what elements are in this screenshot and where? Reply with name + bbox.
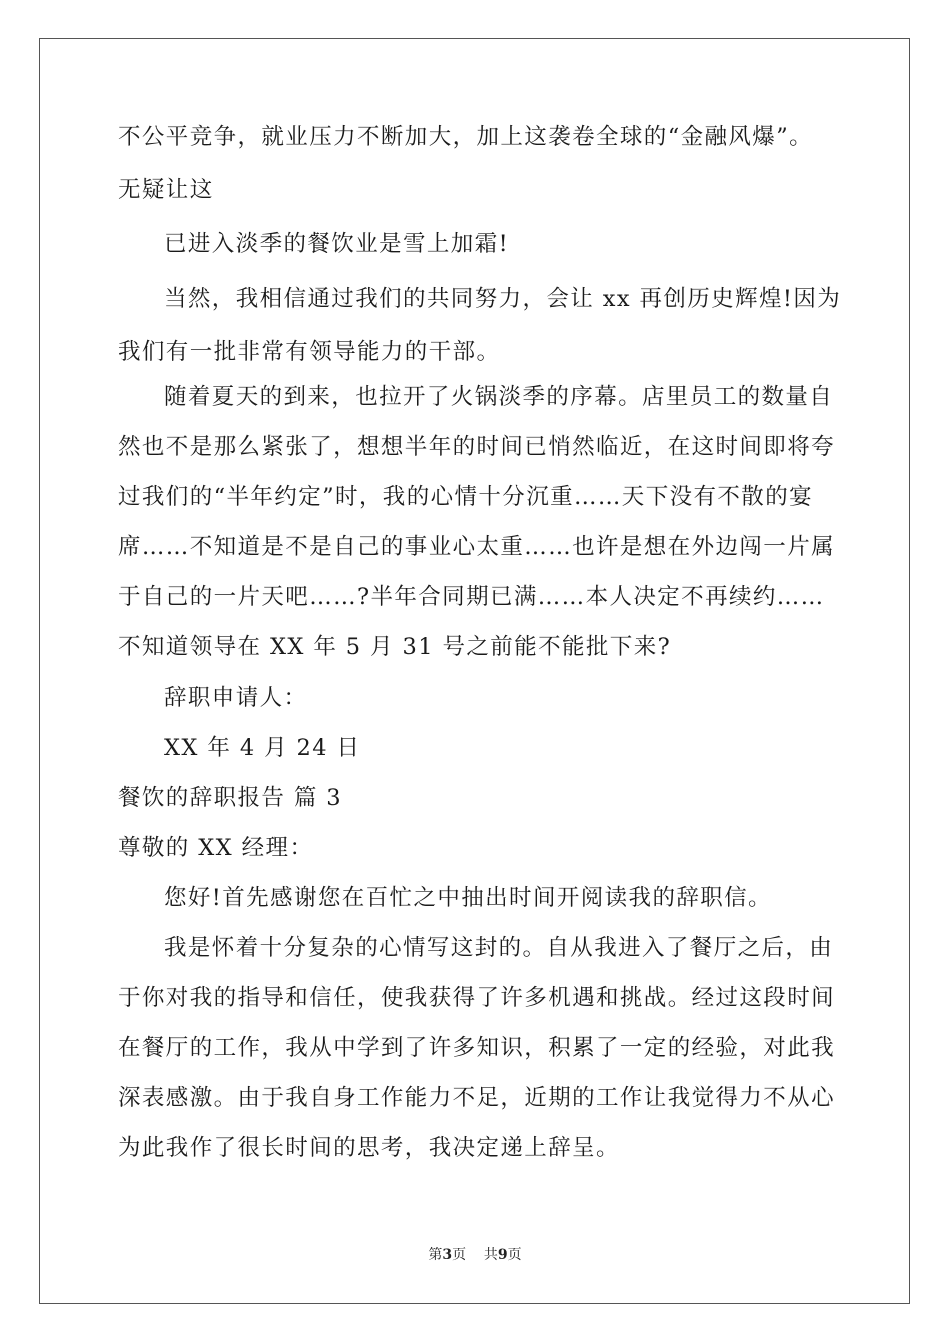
total-suffix: 页 — [507, 1247, 522, 1263]
text-line: 辞职申请人： — [164, 685, 308, 711]
text-line: 不公平竞争，就业压力不断加大，加上这袭卷全球的“金融风爆”。 — [118, 124, 814, 150]
text-line: 不知道领导在 XX 年 5 月 31 号之前能不能批下来? — [118, 634, 672, 660]
page-total: 9 — [497, 1247, 508, 1263]
salutation: 尊敬的 XX 经理： — [118, 835, 314, 861]
text-line: XX 年 4 月 24 日 — [164, 735, 361, 761]
page-prefix: 第 — [428, 1247, 443, 1263]
text-line: 为此我作了很长时间的思考，我决定递上辞呈。 — [118, 1135, 620, 1161]
text-line: 随着夏天的到来，也拉开了火锅淡季的序幕。店里员工的数量自 — [164, 384, 834, 410]
total-prefix: 共 — [483, 1247, 498, 1263]
text-line: 您好!首先感谢您在百忙之中抽出时间开阅读我的辞职信。 — [164, 885, 772, 911]
text-line: 于自己的一片天吧……?半年合同期已满……本人决定不再续约…… — [118, 584, 825, 610]
text-line: 然也不是那么紧张了，想想半年的时间已悄然临近，在这时间即将夸 — [118, 434, 836, 460]
text-line: 我们有一批非常有领导能力的干部。 — [118, 339, 501, 365]
text-line: 过我们的“半年约定”时，我的心情十分沉重……天下没有不散的宴 — [118, 484, 814, 510]
text-line: 已进入淡季的餐饮业是雪上加霜! — [164, 231, 510, 257]
text-line: 于你对我的指导和信任，使我获得了许多机遇和挑战。经过这段时间 — [118, 985, 836, 1011]
page-border — [39, 38, 910, 1304]
text-line: 在餐厅的工作，我从中学到了许多知识，积累了一定的经验，对此我 — [118, 1035, 836, 1061]
text-line: 席……不知道是不是自己的事业心太重……也许是想在外边闯一片属 — [118, 534, 836, 560]
page-current: 3 — [442, 1247, 453, 1263]
page-footer — [0, 1246, 950, 1264]
text-line: 当然，我相信通过我们的共同努力，会让 xx 再创历史辉煌!因为 — [164, 286, 842, 312]
text-line: 无疑让这 — [118, 177, 214, 203]
text-line: 我是怀着十分复杂的心情写这封的。自从我进入了餐厅之后，由 — [164, 935, 834, 961]
page-suffix: 页 — [452, 1247, 467, 1263]
section-heading: 餐饮的辞职报告 篇 3 — [118, 785, 343, 811]
text-line: 深表感激。由于我自身工作能力不足，近期的工作让我觉得力不从心 — [118, 1085, 836, 1111]
